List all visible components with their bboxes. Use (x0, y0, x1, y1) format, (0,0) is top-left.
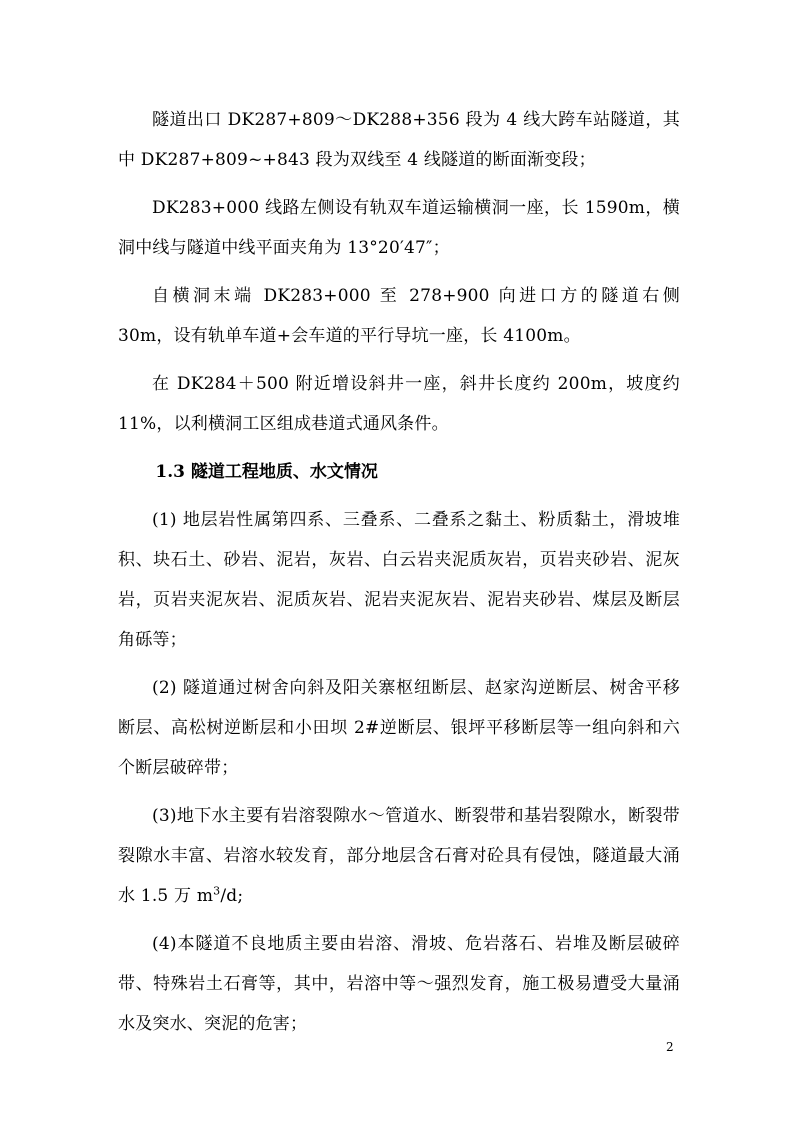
list-item-adverse-geology: (4)本隧道不良地质主要由岩溶、滑坡、危岩落石、岩堆及断层破碎带、特殊岩土石膏等，其中，岩溶中等～强烈发育，施工极易遭受大量涌水及突水、突泥的危害； (118, 934, 680, 1034)
page-number: 2 (666, 1040, 674, 1054)
section-heading: 1.3 隧道工程地质、水文情况 (155, 462, 378, 482)
groundwater-text: (3)地下水主要有岩溶裂隙水～管道水、断裂带和基岩裂隙水，断裂带裂隙水丰富、岩溶水较发育，部分地层含石膏对砼具有侵蚀，隧道最大涌水 1.5 万 m (118, 806, 680, 906)
paragraph-cross-tunnel: DK283+000 线路左侧设有轨双车道运输横洞一座，长 1590m，横洞中线与隧道中线平面夹角为 13°20′47″； (118, 198, 680, 258)
groundwater-suffix: /d; (220, 886, 244, 906)
paragraph-exit-section: 隧道出口 DK287+809～DK288+356 段为 4 线大跨车站隧道，其中 DK287+809~+843 段为双线至 4 线隧道的断面渐变段； (118, 110, 680, 170)
cubic-superscript: 3 (213, 884, 221, 898)
list-item-faults: (2) 隧道通过树舍向斜及阳关寨枢纽断层、赵家沟逆断层、树舍平移断层、高松树逆断层和小田坝 2#逆断层、银坪平移断层等一组向斜和六个断层破碎带； (118, 678, 680, 778)
paragraph-parallel-heading: 自横洞末端 DK283+000 至 278+900 向进口方的隧道右侧 30m，设有轨单车道+会车道的平行导坑一座，长 4100m。 (118, 286, 680, 346)
list-item-strata: (1) 地层岩性属第四系、三叠系、二叠系之黏土、粉质黏土，滑坡堆积、块石土、砂岩、泥岩，灰岩、白云岩夹泥质灰岩，页岩夹砂岩、泥灰岩，页岩夹泥灰岩、泥质灰岩、泥岩夹泥灰岩、泥岩夹砂岩、煤层及断层角砾等； (118, 510, 680, 650)
paragraph-inclined-shaft: 在 DK284＋500 附近增设斜井一座，斜井长度约 200m，坡度约 11%，以利横洞工区组成巷道式通风条件。 (118, 374, 680, 434)
list-item-groundwater (118, 796, 680, 916)
document-page (118, 100, 680, 1052)
